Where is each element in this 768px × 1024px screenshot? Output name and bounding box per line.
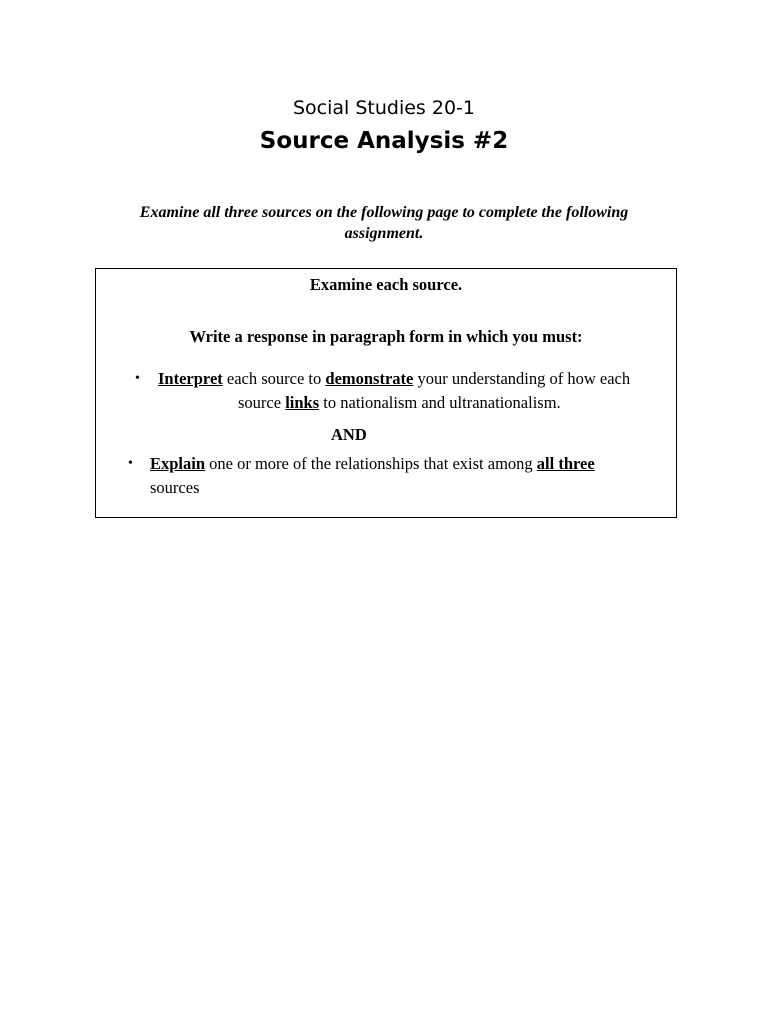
bullet-icon: • — [135, 371, 140, 386]
box-subheading: Write a response in paragraph form in which you must: — [189, 327, 583, 346]
box-heading: Examine each source. — [309, 275, 463, 294]
and-label: AND — [331, 425, 367, 444]
bullet-icon: • — [128, 456, 133, 471]
course-name: Social Studies 20-1 — [292, 97, 475, 119]
instructions-text: Examine all three sources on the following page to complete the following assignment. — [139, 204, 629, 242]
list-item-text: Interpret each source to demonstrate your understanding of how each — [158, 369, 631, 388]
keyword-interpret: Interpret — [158, 369, 223, 388]
list-item-text-continued: source links to nationalism and ultranationalism. — [238, 393, 561, 412]
page-title: Source Analysis #2 — [259, 128, 509, 154]
keyword-all-three: all three — [536, 454, 595, 473]
list-item-text: Explain one or more of the relationships that exist among all three — [150, 454, 595, 473]
keyword-links: links — [285, 393, 320, 412]
assignment-box — [95, 268, 677, 518]
list-item-text-continued: sources — [150, 478, 200, 497]
keyword-demonstrate: demonstrate — [325, 369, 414, 388]
keyword-explain: Explain — [150, 454, 206, 473]
